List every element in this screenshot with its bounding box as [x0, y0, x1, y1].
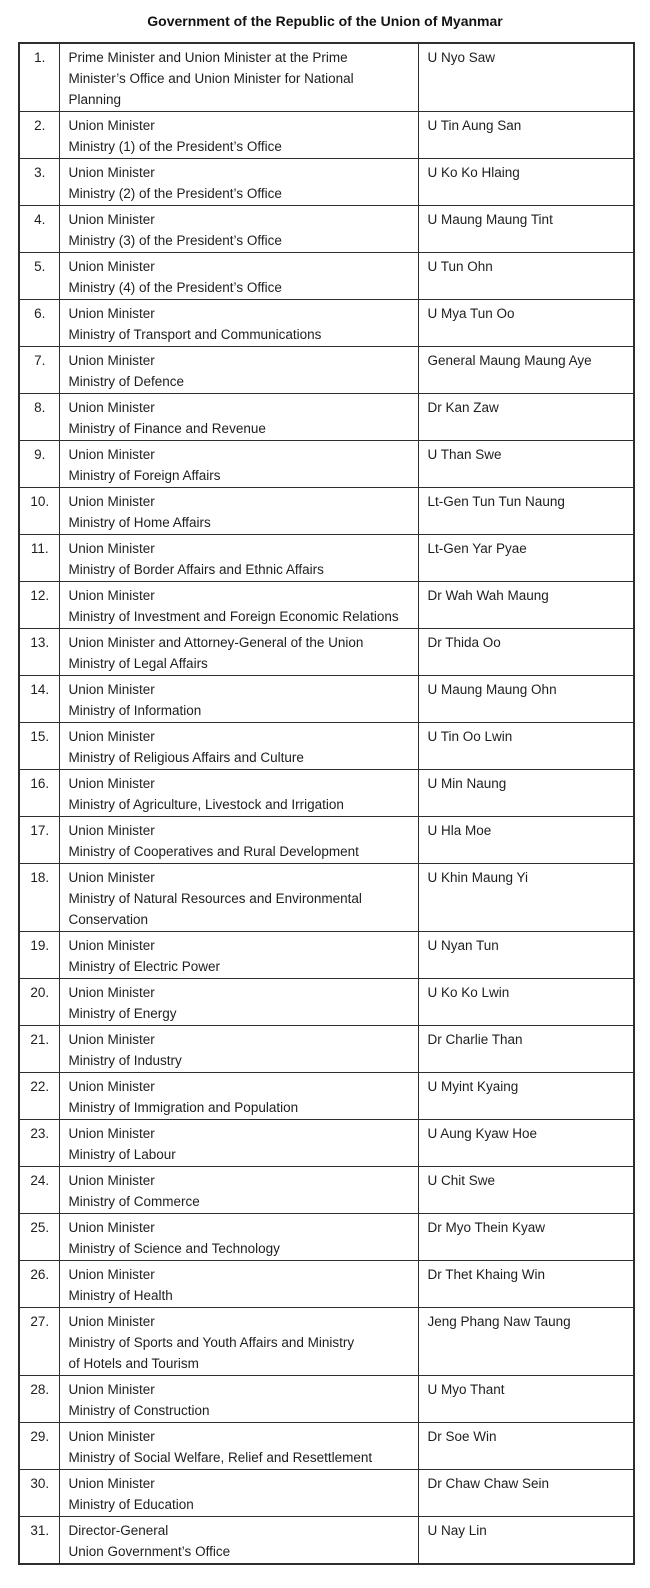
row-number: 19.: [19, 932, 59, 979]
row-number: 3.: [19, 159, 59, 206]
table-row: [19, 1214, 634, 1261]
row-number: 21.: [19, 1026, 59, 1073]
position-cell: [59, 770, 418, 817]
position-cell: [59, 1261, 418, 1308]
position-line: Ministry of Legal Affairs: [68, 656, 208, 671]
table-row: [19, 206, 634, 253]
position-line: Union Minister: [68, 870, 155, 885]
table-row: [19, 979, 634, 1026]
table-row: [19, 864, 634, 932]
position-cell: [59, 112, 418, 159]
row-number: 16.: [19, 770, 59, 817]
position-line: Ministry of Border Affairs and Ethnic Affairs: [68, 562, 324, 577]
table-row: [19, 1308, 634, 1376]
table-row: [19, 347, 634, 394]
table-row: [19, 1261, 634, 1308]
name-cell: U Tin Oo Lwin: [418, 723, 634, 770]
position-line: Union Minister: [68, 1382, 155, 1397]
name-cell: U Maung Maung Tint: [418, 206, 634, 253]
ministers-table: [18, 42, 635, 1565]
name-cell: U Aung Kyaw Hoe: [418, 1120, 634, 1167]
name-cell: Dr Myo Thein Kyaw: [418, 1214, 634, 1261]
position-line: Ministry (3) of the President’s Office: [68, 233, 282, 248]
name-cell: U Hla Moe: [418, 817, 634, 864]
position-cell: [59, 441, 418, 488]
position-line: Ministry of Transport and Communications: [68, 327, 322, 342]
table-row: [19, 1073, 634, 1120]
position-line: Union Minister: [68, 353, 155, 368]
name-cell: Jeng Phang Naw Taung: [418, 1308, 634, 1376]
position-cell: [59, 1026, 418, 1073]
name-cell: Dr Charlie Than: [418, 1026, 634, 1073]
document-page: [0, 12, 650, 1565]
position-line: Union Minister: [68, 1476, 155, 1491]
position-line: Ministry of Labour: [68, 1147, 176, 1162]
position-line: Director-General: [68, 1523, 169, 1538]
position-line: Union Minister: [68, 588, 155, 603]
name-cell: Dr Thida Oo: [418, 629, 634, 676]
name-cell: Dr Chaw Chaw Sein: [418, 1470, 634, 1517]
position-line: Ministry of Agriculture, Livestock and Irrigation: [68, 797, 344, 812]
position-cell: [59, 159, 418, 206]
row-number: 31.: [19, 1517, 59, 1565]
position-line: of Hotels and Tourism: [68, 1356, 199, 1371]
name-cell: General Maung Maung Aye: [418, 347, 634, 394]
name-cell: U Tun Ohn: [418, 253, 634, 300]
name-cell: U Nyo Saw: [418, 43, 634, 112]
name-cell: Dr Soe Win: [418, 1423, 634, 1470]
ministers-table-body: [19, 43, 634, 1564]
position-cell: [59, 629, 418, 676]
position-line: Ministry of Construction: [68, 1403, 210, 1418]
position-line: Ministry of Health: [68, 1288, 173, 1303]
position-cell: [59, 43, 418, 112]
position-line: Ministry of Information: [68, 703, 202, 718]
position-line: Union Minister and Attorney-General of the Union: [68, 635, 364, 650]
position-line: Union Minister: [68, 447, 155, 462]
table-row: [19, 441, 634, 488]
position-cell: [59, 394, 418, 441]
position-cell: [59, 864, 418, 932]
position-line: Minister’s Office and Union Minister for National: [68, 71, 354, 86]
position-line: Ministry (4) of the President’s Office: [68, 280, 282, 295]
position-line: Union Minister: [68, 259, 155, 274]
position-line: Union Minister: [68, 1032, 155, 1047]
position-line: Ministry of Industry: [68, 1053, 182, 1068]
name-cell: U Khin Maung Yi: [418, 864, 634, 932]
position-cell: [59, 1120, 418, 1167]
position-line: Ministry of Natural Resources and Environmental: [68, 891, 362, 906]
row-number: 20.: [19, 979, 59, 1026]
position-line: Ministry of Investment and Foreign Economic Relations: [68, 609, 399, 624]
position-line: Union Minister: [68, 1079, 155, 1094]
table-row: [19, 676, 634, 723]
position-cell: [59, 1167, 418, 1214]
position-line: Ministry of Sports and Youth Affairs and Ministry: [68, 1335, 355, 1350]
position-line: Ministry of Education: [68, 1497, 194, 1512]
position-line: Union Minister: [68, 1220, 155, 1235]
position-line: Ministry of Foreign Affairs: [68, 468, 221, 483]
name-cell: U Nyan Tun: [418, 932, 634, 979]
row-number: 28.: [19, 1376, 59, 1423]
table-row: [19, 112, 634, 159]
position-line: Ministry of Religious Affairs and Culture: [68, 750, 304, 765]
table-row: [19, 159, 634, 206]
position-line: Union Minister: [68, 165, 155, 180]
position-line: Union Minister: [68, 938, 155, 953]
position-line: Union Minister: [68, 1126, 155, 1141]
position-line: Planning: [68, 92, 122, 107]
position-line: Ministry of Energy: [68, 1006, 177, 1021]
position-line: Union Minister: [68, 400, 155, 415]
row-number: 23.: [19, 1120, 59, 1167]
position-line: Ministry of Social Welfare, Relief and Resettlement: [68, 1450, 373, 1465]
table-row: [19, 43, 634, 112]
row-number: 11.: [19, 535, 59, 582]
position-cell: [59, 1470, 418, 1517]
row-number: 1.: [19, 43, 59, 112]
position-line: Ministry of Immigration and Population: [68, 1100, 299, 1115]
position-line: Union Minister: [68, 306, 155, 321]
position-line: Ministry of Electric Power: [68, 959, 221, 974]
row-number: 4.: [19, 206, 59, 253]
row-number: 29.: [19, 1423, 59, 1470]
position-line: Union Minister: [68, 776, 155, 791]
position-line: Ministry of Commerce: [68, 1194, 200, 1209]
table-row: [19, 253, 634, 300]
row-number: 25.: [19, 1214, 59, 1261]
position-line: Union Minister: [68, 682, 155, 697]
position-line: Ministry of Defence: [68, 374, 185, 389]
position-line: Ministry (1) of the President’s Office: [68, 139, 282, 154]
position-cell: [59, 1423, 418, 1470]
name-cell: U Min Naung: [418, 770, 634, 817]
row-number: 18.: [19, 864, 59, 932]
position-line: Union Minister: [68, 494, 155, 509]
position-line: Ministry of Finance and Revenue: [68, 421, 266, 436]
position-line: Union Minister: [68, 985, 155, 1000]
name-cell: Lt-Gen Tun Tun Naung: [418, 488, 634, 535]
name-cell: U Maung Maung Ohn: [418, 676, 634, 723]
table-row: [19, 1517, 634, 1565]
name-cell: Dr Kan Zaw: [418, 394, 634, 441]
table-row: [19, 1167, 634, 1214]
row-number: 26.: [19, 1261, 59, 1308]
position-line: Ministry of Cooperatives and Rural Development: [68, 844, 359, 859]
name-cell: Dr Thet Khaing Win: [418, 1261, 634, 1308]
row-number: 14.: [19, 676, 59, 723]
table-row: [19, 1376, 634, 1423]
table-row: [19, 1470, 634, 1517]
position-cell: [59, 932, 418, 979]
position-cell: [59, 535, 418, 582]
table-row: [19, 1120, 634, 1167]
row-number: 8.: [19, 394, 59, 441]
name-cell: U Nay Lin: [418, 1517, 634, 1565]
table-row: [19, 535, 634, 582]
position-line: Ministry of Science and Technology: [68, 1241, 280, 1256]
table-row: [19, 1423, 634, 1470]
position-cell: [59, 723, 418, 770]
table-row: [19, 932, 634, 979]
position-cell: [59, 1308, 418, 1376]
position-cell: [59, 582, 418, 629]
name-cell: Lt-Gen Yar Pyae: [418, 535, 634, 582]
row-number: 30.: [19, 1470, 59, 1517]
name-cell: U Than Swe: [418, 441, 634, 488]
row-number: 10.: [19, 488, 59, 535]
position-cell: [59, 300, 418, 347]
position-cell: [59, 253, 418, 300]
position-cell: [59, 488, 418, 535]
table-row: [19, 300, 634, 347]
position-cell: [59, 676, 418, 723]
name-cell: U Chit Swe: [418, 1167, 634, 1214]
position-line: Prime Minister and Union Minister at the Prime: [68, 50, 348, 65]
row-number: 9.: [19, 441, 59, 488]
position-line: Union Minister: [68, 1173, 155, 1188]
position-line: Union Minister: [68, 1267, 155, 1282]
position-cell: [59, 1073, 418, 1120]
row-number: 12.: [19, 582, 59, 629]
table-row: [19, 723, 634, 770]
row-number: 24.: [19, 1167, 59, 1214]
name-cell: U Tin Aung San: [418, 112, 634, 159]
row-number: 13.: [19, 629, 59, 676]
row-number: 22.: [19, 1073, 59, 1120]
row-number: 27.: [19, 1308, 59, 1376]
table-row: [19, 582, 634, 629]
row-number: 15.: [19, 723, 59, 770]
name-cell: U Ko Ko Lwin: [418, 979, 634, 1026]
position-line: Union Government’s Office: [68, 1544, 231, 1559]
row-number: 2.: [19, 112, 59, 159]
row-number: 5.: [19, 253, 59, 300]
position-line: Union Minister: [68, 823, 155, 838]
position-line: Union Minister: [68, 1314, 155, 1329]
row-number: 7.: [19, 347, 59, 394]
position-cell: [59, 979, 418, 1026]
table-row: [19, 1026, 634, 1073]
position-line: Union Minister: [68, 541, 155, 556]
position-cell: [59, 817, 418, 864]
position-line: Ministry of Home Affairs: [68, 515, 211, 530]
row-number: 17.: [19, 817, 59, 864]
page-title: Government of the Republic of the Union of Myanmar: [147, 13, 503, 29]
position-cell: [59, 1214, 418, 1261]
name-cell: U Myint Kyaing: [418, 1073, 634, 1120]
name-cell: Dr Wah Wah Maung: [418, 582, 634, 629]
table-row: [19, 488, 634, 535]
position-line: Union Minister: [68, 1429, 155, 1444]
position-line: Ministry (2) of the President’s Office: [68, 186, 282, 201]
table-row: [19, 629, 634, 676]
position-line: Conservation: [68, 912, 149, 927]
position-cell: [59, 1376, 418, 1423]
row-number: 6.: [19, 300, 59, 347]
name-cell: U Ko Ko Hlaing: [418, 159, 634, 206]
name-cell: U Mya Tun Oo: [418, 300, 634, 347]
position-line: Union Minister: [68, 118, 155, 133]
name-cell: U Myo Thant: [418, 1376, 634, 1423]
table-row: [19, 394, 634, 441]
position-cell: [59, 1517, 418, 1565]
position-cell: [59, 206, 418, 253]
table-row: [19, 770, 634, 817]
table-row: [19, 817, 634, 864]
position-line: Union Minister: [68, 729, 155, 744]
position-line: Union Minister: [68, 212, 155, 227]
position-cell: [59, 347, 418, 394]
